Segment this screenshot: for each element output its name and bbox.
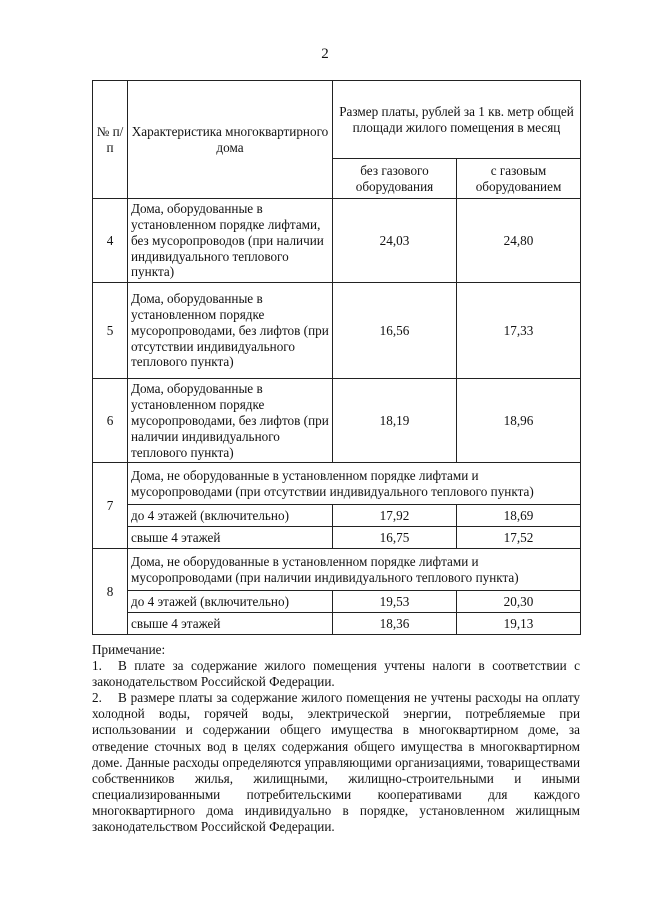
header-with-gas: с газовым оборудованием [457,159,581,199]
row-num: 6 [93,379,128,463]
row-description: Дома, не оборудованные в установленном порядке лифтами и мусоропроводами (при отсутствии индивидуального теплового пункта) [128,463,581,505]
header-no-gas: без газового оборудования [333,159,457,199]
value-no-gas: 24,03 [333,199,457,283]
subrow-label: свыше 4 этажей [128,613,333,635]
row-num: 8 [93,549,128,635]
note-number: 2. [92,690,102,706]
value-with-gas: 19,13 [457,613,581,635]
header-characteristic: Характеристика многоквартирного дома [128,81,333,199]
page-number: 2 [321,46,329,62]
table-row [93,283,581,379]
table-row [93,591,581,613]
row-description: Дома, оборудованные в установленном порядке мусоропроводами, без лифтов (при отсутствии индивидуального теплового пункта) [128,283,333,379]
value-with-gas: 18,69 [457,505,581,527]
note-text: В размере платы за содержание жилого помещения не учтены расходы на оплату холодной воды, горячей воды, электрической энергии, потребляемые при использовании и содержании общего имущества в многоквартирном доме, за отведение сточных вод в целях содержания общего имущества в многоквартирном доме. Данные расходы определяются управляющими организациями, товариществами собственников жилья, жилищными, жилищно-строительными и иными специализированными потребительскими кооперативами для каждого многоквартирного дома индивидуально в порядке, установленном жилищным законодательством Российской Федерации. [92,690,580,835]
value-no-gas: 19,53 [333,591,457,613]
value-no-gas: 17,92 [333,505,457,527]
value-no-gas: 16,56 [333,283,457,379]
note-item [92,690,580,835]
row-num: 4 [93,199,128,283]
note-item [92,658,580,690]
value-no-gas: 16,75 [333,527,457,549]
row-description: Дома, оборудованные в установленном порядке лифтами, без мусоропроводов (при наличии индивидуального теплового пункта) [128,199,333,283]
table-row [93,505,581,527]
subrow-label: до 4 этажей (включительно) [128,505,333,527]
table-row [93,379,581,463]
row-description: Дома, оборудованные в установленном порядке мусоропроводами, без лифтов (при наличии индивидуального теплового пункта) [128,379,333,463]
note-text: В плате за содержание жилого помещения учтены налоги в соответствии с законодательством Российской Федерации. [92,658,580,690]
row-num: 7 [93,463,128,549]
row-num: 5 [93,283,128,379]
value-with-gas: 17,33 [457,283,581,379]
value-with-gas: 24,80 [457,199,581,283]
value-no-gas: 18,36 [333,613,457,635]
subrow-label: до 4 этажей (включительно) [128,591,333,613]
notes-section [92,642,580,835]
value-with-gas: 20,30 [457,591,581,613]
fee-table [92,80,581,635]
value-no-gas: 18,19 [333,379,457,463]
row-description: Дома, не оборудованные в установленном порядке лифтами и мусоропроводами (при наличии индивидуального теплового пункта) [128,549,581,591]
table-row [93,613,581,635]
table-row [93,463,581,505]
table-row [93,549,581,591]
subrow-label: свыше 4 этажей [128,527,333,549]
value-with-gas: 18,96 [457,379,581,463]
value-with-gas: 17,52 [457,527,581,549]
notes-title: Примечание: [92,642,166,657]
table-row [93,527,581,549]
header-num: № п/п [93,81,128,199]
header-fee-group: Размер платы, рублей за 1 кв. метр общей площади жилого помещения в месяц [333,81,581,159]
table-row [93,199,581,283]
note-number: 1. [92,658,102,674]
